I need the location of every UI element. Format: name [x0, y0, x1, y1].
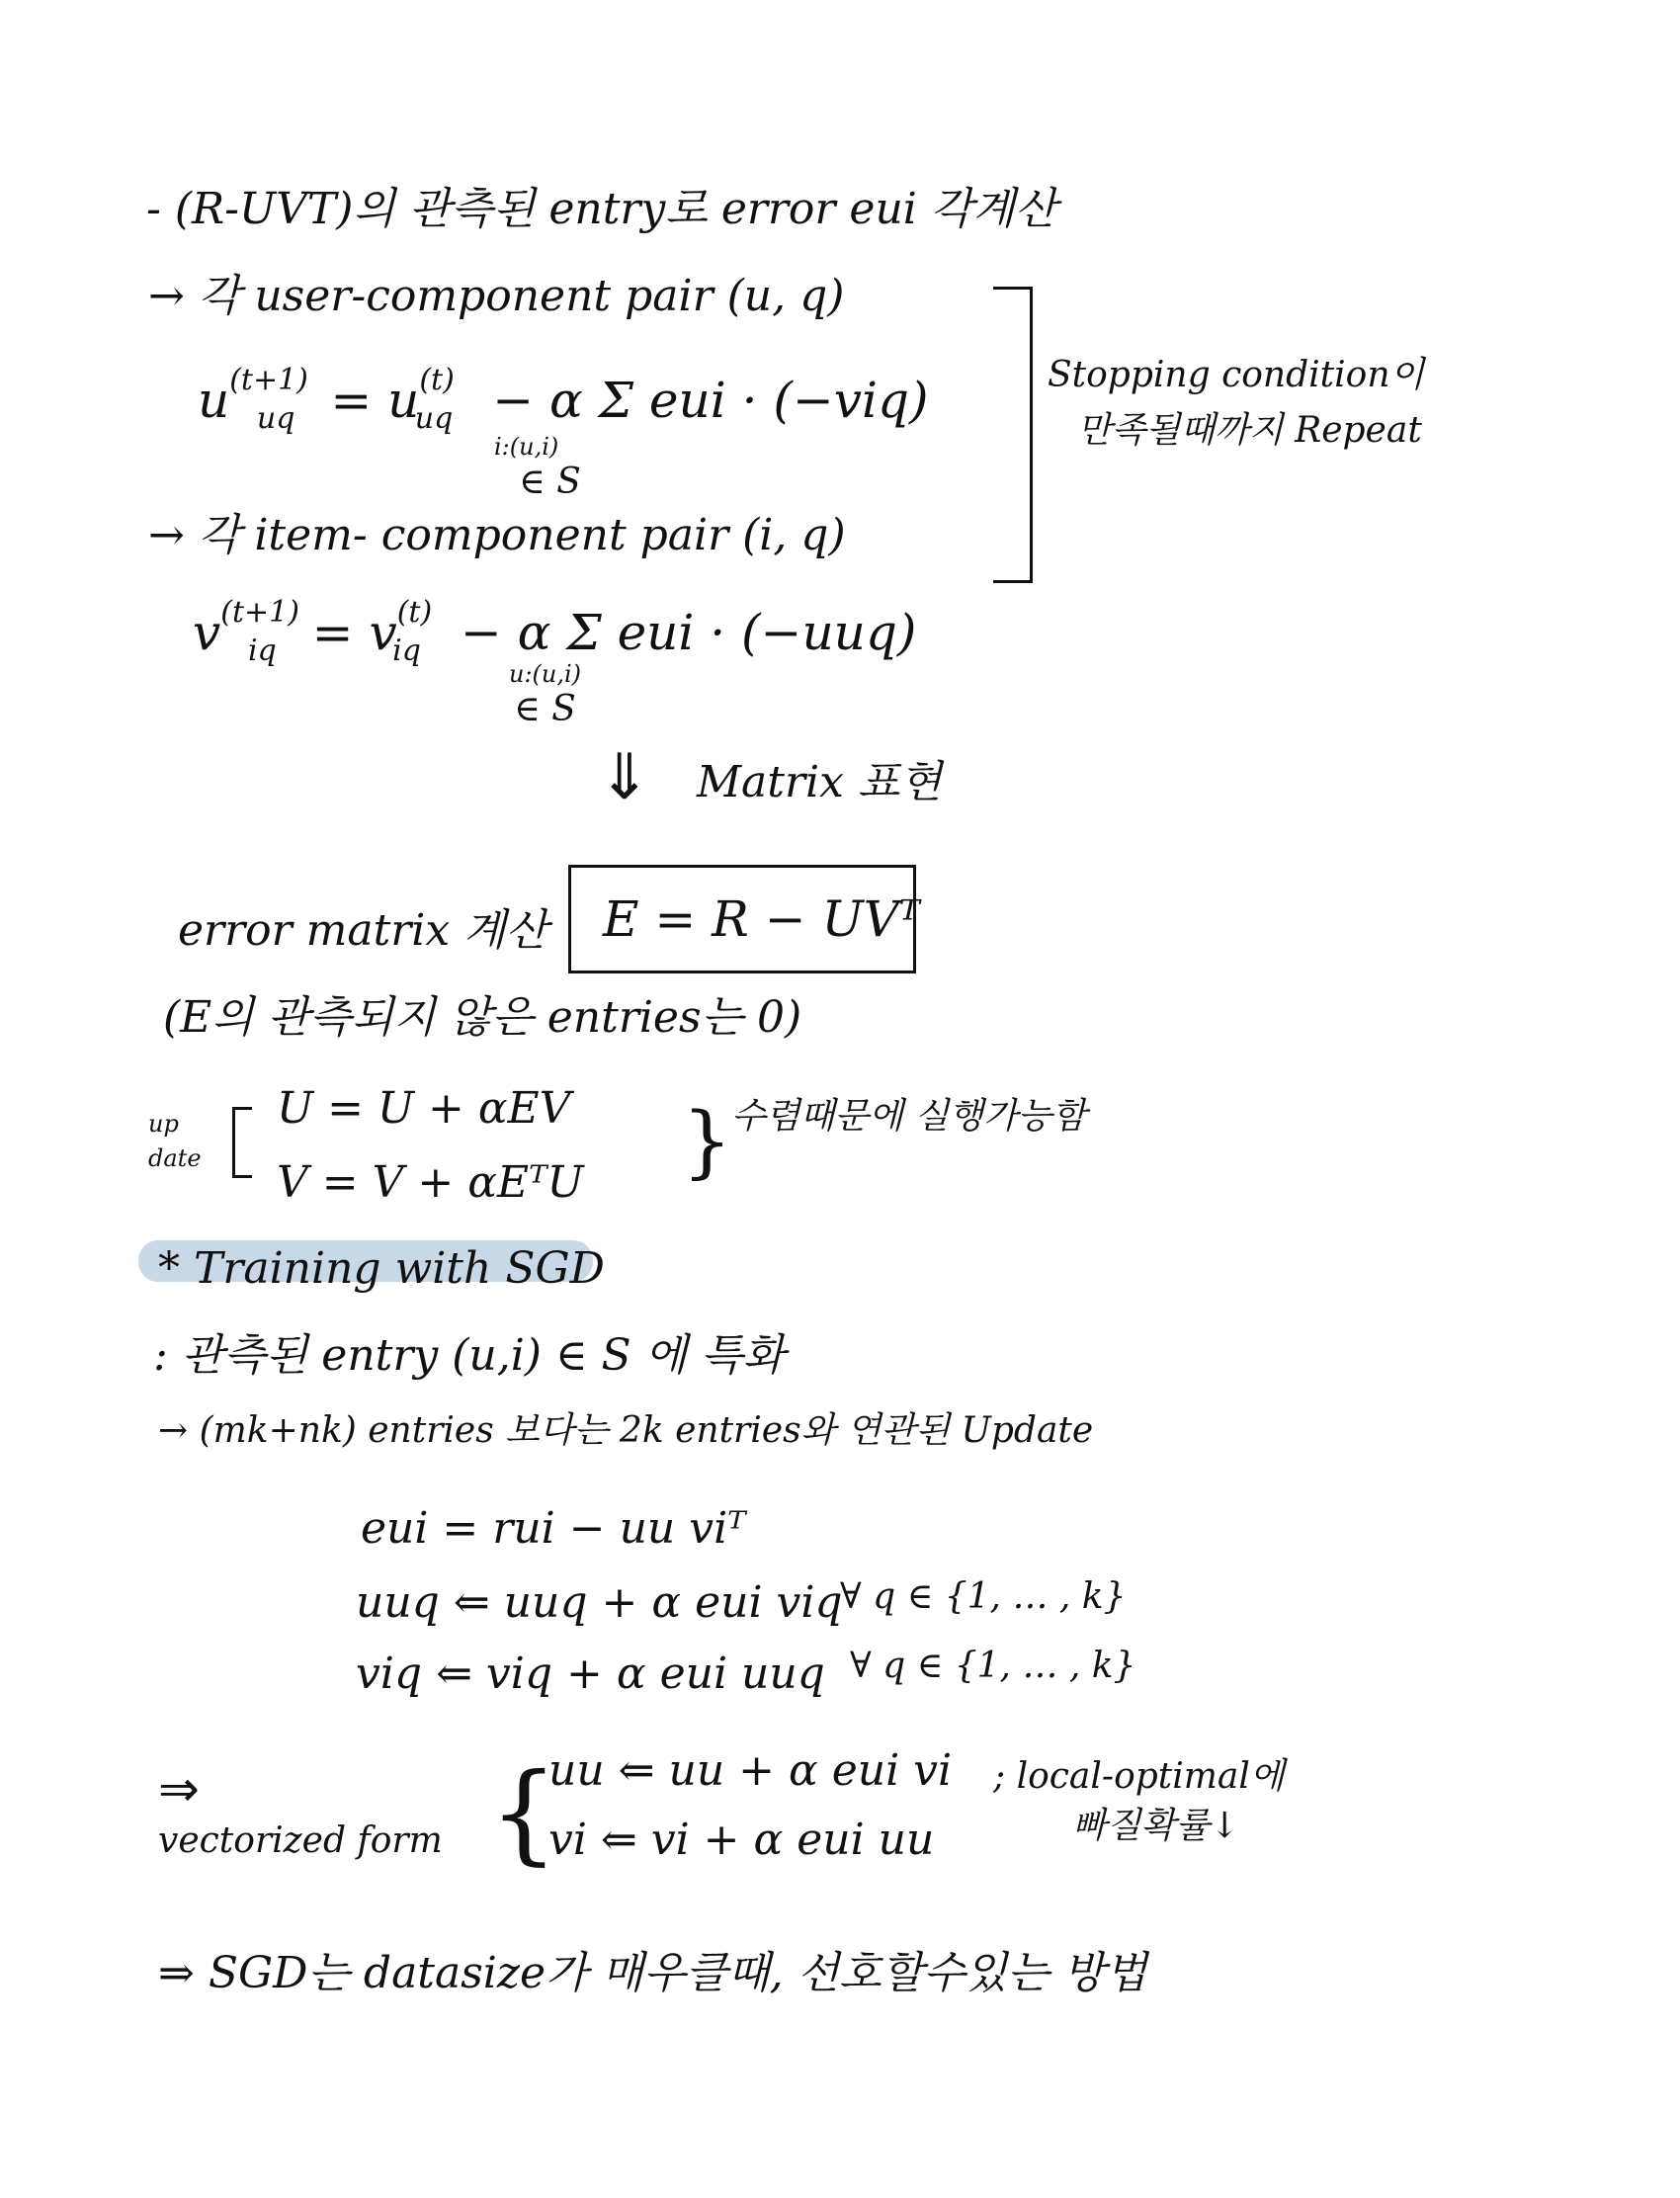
error-matrix-equation: E = R − UVᵀ: [603, 890, 920, 948]
user-eq-lhs-sup: (t+1): [229, 363, 308, 398]
user-eq-lhs: u: [198, 372, 230, 429]
update-v-equation: V = V + αEᵀU: [277, 1157, 584, 1208]
vectorized-v-update: vi ⇐ vi + α eui uu: [548, 1815, 935, 1865]
item-eq-lhs-sup: (t+1): [220, 595, 299, 631]
vectorized-arrow: ⇒: [158, 1760, 200, 1818]
vectorized-brace: {: [489, 1749, 558, 1876]
update-label-line1: up: [148, 1110, 179, 1138]
sgd-conclusion: ⇒ SGD는 datasize가 매우클때, 선호할수있는 방법: [158, 1948, 1147, 1998]
item-eq-mid-sup: (t): [396, 595, 433, 631]
item-update-equation: [193, 595, 917, 668]
local-optimal-note-line1: ; local-optimal에: [993, 1756, 1285, 1797]
update-brace: }: [682, 1095, 732, 1187]
item-eq-lhs: v: [193, 604, 221, 661]
user-eq-mid: = u: [330, 372, 420, 429]
sgd-eq-u-condition: ∀ q ∈ {1, … , k}: [840, 1576, 1127, 1617]
user-eq-mid-sup: (t): [419, 363, 455, 398]
sgd-line2: → (mk+nk) entries 보다는 2k entries와 연관된 Update: [158, 1410, 1094, 1451]
update-bracket: [232, 1107, 252, 1178]
convergence-note: 수렴때문에 실행가능함: [731, 1096, 1087, 1137]
sgd-line1: : 관측된 entry (u,i) ∈ S 에 특화: [153, 1330, 786, 1381]
item-eq-sum-index: u:(u,i): [509, 660, 582, 688]
item-eq-mid-sub: iq: [392, 634, 421, 668]
user-update-equation: [198, 363, 929, 436]
user-eq-rhs: − α Σ eui · (−viq): [492, 372, 929, 429]
item-eq-lhs-sub: iq: [247, 634, 277, 668]
user-eq-sum-index: i:(u,i): [494, 433, 559, 461]
repeat-bracket: [993, 287, 1033, 583]
error-matrix-label: error matrix 계산: [178, 905, 548, 956]
user-component-step: → 각 user-component pair (u, q): [148, 271, 845, 321]
user-eq-sum-set: ∈ S: [519, 462, 581, 502]
update-u-equation: U = U + αEV: [277, 1083, 571, 1134]
update-label-line2: date: [148, 1144, 202, 1172]
local-optimal-note-line2: 빠질확률↓: [1072, 1806, 1240, 1846]
stopping-note-line2: 만족될때까지 Repeat: [1077, 410, 1422, 451]
user-eq-mid-sub: uq: [414, 401, 454, 436]
matrix-arrow-label: Matrix 표현: [697, 757, 942, 807]
item-eq-rhs: − α Σ eui · (−uuq): [460, 604, 917, 661]
unobserved-note: (E의 관측되지 않은 entries는 0): [163, 992, 802, 1043]
sgd-eq-v-update: viq ⇐ viq + α eui uuq: [356, 1648, 825, 1699]
sgd-eq-v-condition: ∀ q ∈ {1, … , k}: [850, 1646, 1136, 1686]
user-eq-lhs-sub: uq: [256, 401, 295, 436]
sgd-eq-u-update: uuq ⇐ uuq + α eui viq: [356, 1577, 843, 1628]
sgd-eq-error: eui = rui − uu viᵀ: [361, 1503, 746, 1554]
item-component-step: → 각 item- component pair (i, q): [148, 510, 846, 560]
vectorized-u-update: uu ⇐ uu + α eui vi: [548, 1745, 953, 1796]
item-eq-sum-set: ∈ S: [514, 689, 576, 729]
down-double-arrow-icon: ⇓: [598, 741, 651, 814]
item-eq-mid: = v: [311, 604, 397, 661]
vectorized-label: vectorized form: [158, 1820, 443, 1861]
heading-error-computation: - (R-UVT)의 관측된 entry로 error eui 각계산: [146, 184, 1057, 234]
stopping-note-line1: Stopping condition이: [1048, 355, 1425, 395]
sgd-title: * Training with SGD: [158, 1243, 605, 1294]
